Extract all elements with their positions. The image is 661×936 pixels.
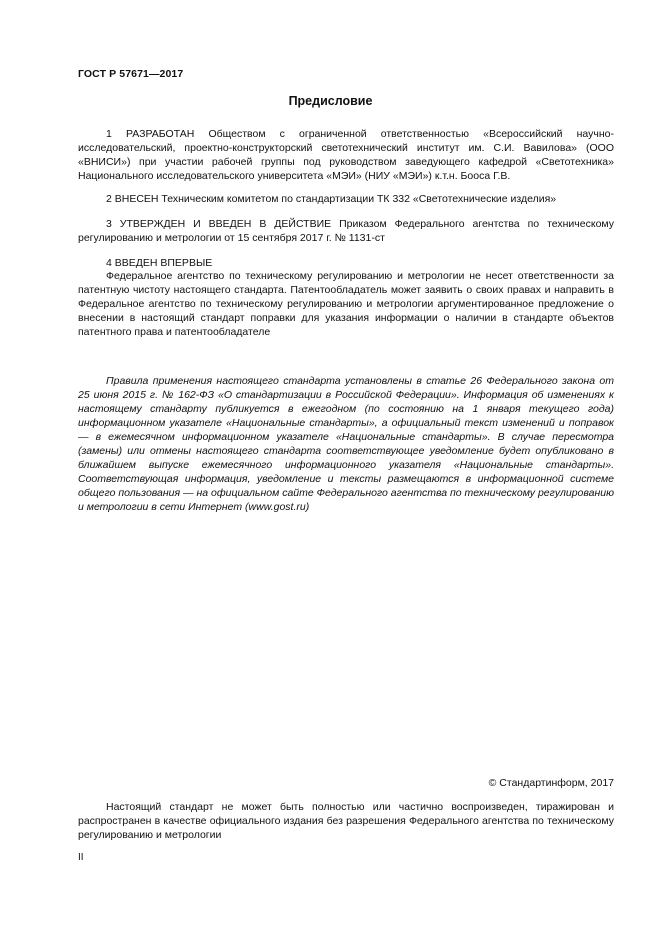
- foreword-item-introduced: 4 ВВЕДЕН ВПЕРВЫЕ: [106, 257, 213, 269]
- copyright-notice: © Стандартинформ, 2017: [488, 777, 614, 789]
- rules-note: Правила применения настоящего стандарта установлены в статье 26 Федерального закона от 25 июня 2015 г. № 162-ФЗ «О стандартизации в Российской Федерации». Информация об изменениях к настоящему стандарту публикуется в ежегодном (по состоянию на 1 января текущего года) информационном указателе «Национальные стандарты», а официальный текст изменений и поправок — в ежемесячном информационном указателе «Национальные стандарты». В случае пересмотра (замены) или отмены настоящего стандарта соответствующее уведомление будет опубликовано в ближайшем выпуске ежемесячного информационного указателя «Национальные стандарты». Соответствующая информация, уведомление и тексты размещаются в информационной системе общего пользования — на официальном сайте Федерального агентства по техническому регулированию и метрологии в сети Интернет (www.gost.ru): [78, 375, 614, 513]
- foreword-item-submitted: 2 ВНЕСЕН Техническим комитетом по стандартизации ТК 332 «Светотехнические изделия»: [106, 193, 557, 205]
- page-number: II: [78, 852, 84, 863]
- foreword-item-developed: 1 РАЗРАБОТАН Обществом с ограниченной ответственностью «Всероссийский научно-исследовательский, проектно-конструкторский светотехнический институт им. С.И. Вавилова» (ООО «ВНИСИ») при участии рабочей группы под руководством заведующего кафедрой «Светотехника» Национального исследовательского университета «МЭИ» (НИУ «МЭИ») к.т.н. Бооса Г.В.: [78, 128, 614, 182]
- reproduction-note: Настоящий стандарт не может быть полностью или частично воспроизведен, тиражирован и распространен в качестве официального издания без разрешения Федерального агентства по техническому регулированию и метрологии: [78, 801, 614, 841]
- document-code: ГОСТ Р 57671—2017: [78, 68, 184, 80]
- page-title: Предисловие: [288, 94, 373, 108]
- foreword-item-approved: 3 УТВЕРЖДЕН И ВВЕДЕН В ДЕЙСТВИЕ Приказом Федерального агентства по техническому регулированию и метрологии от 15 сентября 2017 г. № 1131-ст: [78, 218, 614, 244]
- patent-note: Федеральное агентство по техническому регулированию и метрологии не несет ответственности за патентную чистоту настоящего стандарта. Патентообладатель может заявить о своих правах и направить в Федеральное агентство по техническому регулированию и метрологии аргументированное предложение о внесении в настоящий стандарт поправки для указания информации о наличии в стандарте объектов патентного права и патентообладателе: [78, 270, 614, 338]
